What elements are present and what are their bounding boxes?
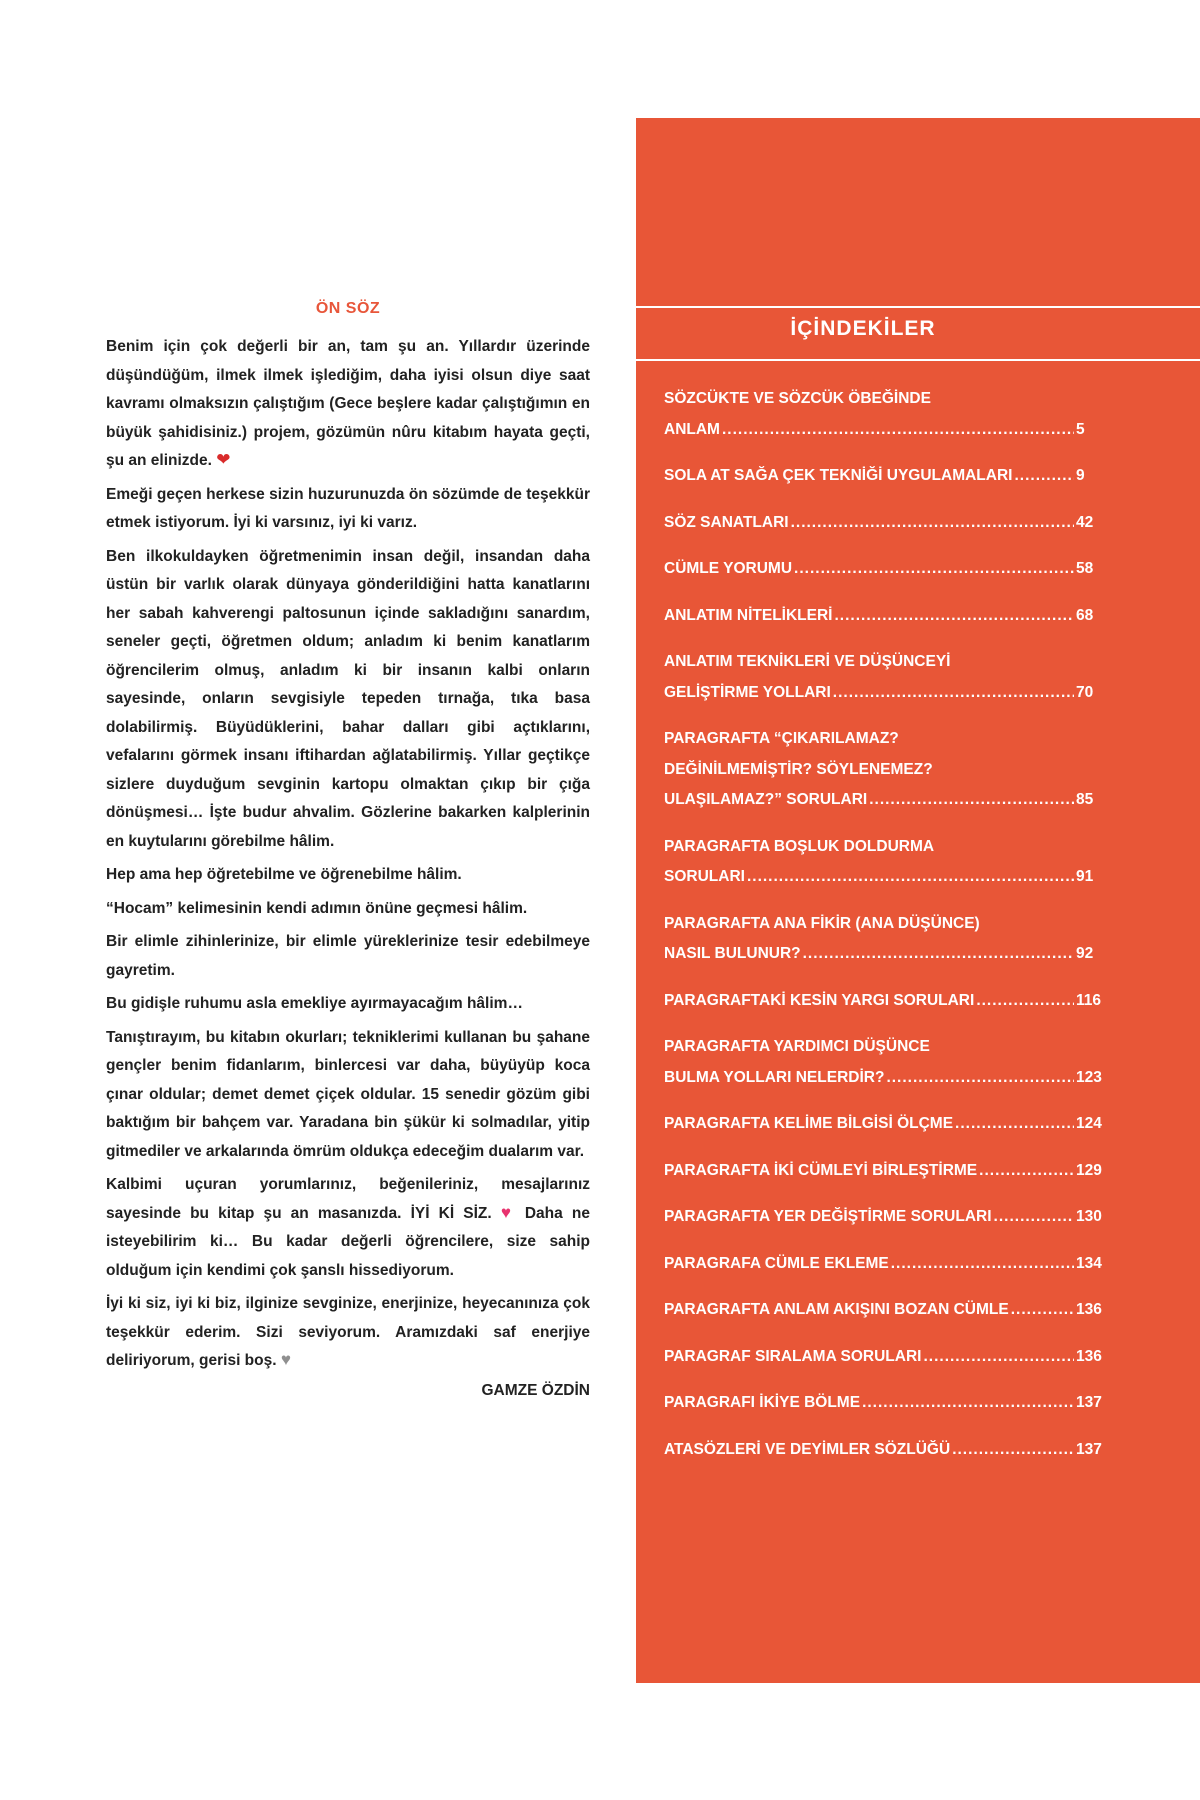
toc-dot-leader <box>869 785 1074 816</box>
toc-page-number: 58 <box>1076 560 1094 577</box>
toc-dot-leader <box>803 939 1074 970</box>
toc-entry-title: PARAGRAFTA “ÇIKARILAMAZ? <box>664 730 899 747</box>
toc-entry-line <box>664 909 1104 940</box>
preface-paragraph: Emeği geçen herkese sizin huzurunuzda ön sözümde de teşekkür etmek istiyorum. İyi ki varsınız, iyi ki varız. <box>106 485 590 531</box>
toc-page-number: 136 <box>1076 1301 1102 1318</box>
toc-dot-leader <box>794 554 1074 585</box>
toc-entry[interactable] <box>664 1249 1104 1280</box>
preface-paragraph <box>106 1290 590 1376</box>
toc-entry-line <box>664 862 1104 893</box>
toc-entry-line <box>664 647 1104 678</box>
toc-dot-leader <box>834 601 1074 632</box>
toc-entry-line <box>664 755 1104 786</box>
preface-paragraph: “Hocam” kelimesinin kendi adımın önüne geçmesi hâlim. <box>106 899 528 917</box>
toc-entry-title: NASIL BULUNUR? <box>664 945 801 962</box>
toc-entry-line <box>664 724 1104 755</box>
toc-page-number: 124 <box>1076 1115 1102 1132</box>
toc-page-number: 136 <box>1076 1347 1102 1365</box>
toc-dot-leader <box>891 1249 1074 1280</box>
toc-entry[interactable] <box>664 647 1104 708</box>
toc-entry-title: DEĞİNİLMEMİŞTİR? SÖYLENEMEZ? <box>664 760 933 778</box>
toc-entry-line <box>664 1342 1104 1373</box>
toc-entry-line <box>664 1295 1104 1326</box>
preface-paragraph-text: İyi ki siz, iyi ki biz, ilginize sevginize, enerjinize, heyecanınıza çok teşekkür ederim. Sizi seviyorum. Aramızdaki saf enerjiye deliriyorum, gerisi boş. <box>106 1295 590 1369</box>
toc-entry[interactable] <box>664 1342 1104 1373</box>
toc-page-number: 129 <box>1076 1161 1102 1179</box>
toc-entry[interactable] <box>664 832 1104 893</box>
toc-divider-bottom <box>636 359 1200 361</box>
toc-entry-title: BULMA YOLLARI NELERDİR? <box>664 1068 885 1086</box>
preface-paragraph-text: Daha ne isteyebilirim ki… Bu kadar değerli öğrencilere, size sahip olduğum için kendimi çok şanslı hissediyorum. <box>106 1204 590 1279</box>
toc-dot-leader <box>952 1435 1074 1466</box>
toc-page-number: 92 <box>1076 945 1094 962</box>
toc-entry-title: PARAGRAFTA BOŞLUK DOLDURMA <box>664 837 935 855</box>
preface-paragraph <box>106 333 590 476</box>
toc-dot-leader <box>791 508 1074 539</box>
toc-entry-title: PARAGRAFTA İKİ CÜMLEYİ BİRLEŞTİRME <box>664 1161 978 1179</box>
toc-entry-title: GELİŞTİRME YOLLARI <box>664 683 831 701</box>
toc-entry-title: SORULARI <box>664 868 745 885</box>
toc-page-number: 130 <box>1076 1208 1102 1225</box>
toc-entry-title: ANLATIM NİTELİKLERİ <box>664 606 833 624</box>
toc-page-number: 123 <box>1076 1068 1102 1086</box>
red-heart-icon: ❤ <box>216 450 231 469</box>
toc-dot-leader <box>747 862 1074 893</box>
toc-entry-title: ANLAM <box>664 420 720 438</box>
toc-entry[interactable] <box>664 554 1104 585</box>
toc-entry-line <box>664 1202 1104 1233</box>
toc-page-number: 137 <box>1076 1394 1102 1411</box>
toc-page-number: 134 <box>1076 1254 1102 1272</box>
toc-entry-title: PARAGRAFTA KELİME BİLGİSİ ÖLÇME <box>664 1115 954 1132</box>
toc-panel <box>636 118 1200 1683</box>
toc-entry-line <box>664 384 1104 415</box>
toc-entry[interactable] <box>664 461 1104 492</box>
toc-entry-title: PARAGRAFTA YARDIMCI DÜŞÜNCE <box>664 1038 930 1055</box>
toc-list <box>664 384 1104 1481</box>
toc-entry-line <box>664 1032 1104 1063</box>
toc-dot-leader <box>833 678 1074 709</box>
toc-entry[interactable] <box>664 724 1104 816</box>
preface-paragraph: Hep ama hep öğretebilme ve öğrenebilme hâlim. <box>106 866 462 883</box>
toc-page-number: 137 <box>1076 1440 1102 1458</box>
toc-dot-leader <box>1011 1295 1074 1326</box>
toc-dot-leader <box>886 1063 1074 1094</box>
toc-entry-line <box>664 1435 1104 1466</box>
toc-page-number: 91 <box>1076 868 1094 885</box>
toc-dot-leader <box>994 1202 1074 1233</box>
toc-entry-line <box>664 1388 1104 1419</box>
preface-paragraph: Ben ilkokuldayken öğretmenimin insan değil, insandan daha üstün bir varlık olarak dünyaya gönderildiğini hatta kanatlarını her sabah kahverengi paltosunun içinde sakladığını sanardım, seneler geçti, öğretmen oldum; anladım ki benim kanatlarım öğrencilerim olmuş, anladım ki bir insanın kalbi onların sayesinde, onların sevgisiyle tepeden tırnağa, tıka basa dolabilirmiş. Büyüdüklerini, bahar dalları gibi açtıklarını, vefalarını görmek insanı iftihardan ağlatabilirmiş. Yıllar geçtikçe sizlere duyduğum sevginin kartopu olmaktan çıkıp bir çığa dönüşmesi… İşte budur ahvalim. Gözlerine bakarken kalplerinin en kuytularını görebilme hâlim. <box>106 547 590 850</box>
toc-entry-line <box>664 1156 1104 1187</box>
toc-page-number: 70 <box>1076 683 1094 701</box>
toc-heading: İÇİNDEKİLER <box>790 317 936 340</box>
toc-entry-line <box>664 415 1104 446</box>
toc-entry[interactable] <box>664 1032 1104 1093</box>
preface-paragraph <box>106 1171 590 1285</box>
toc-entry-line <box>664 1109 1104 1140</box>
toc-entry-line <box>664 1063 1104 1094</box>
grey-heart-icon: ♥ <box>280 1350 291 1369</box>
toc-entry-title: PARAGRAFTA ANA FİKİR (ANA DÜŞÜNCE) <box>664 914 980 932</box>
toc-entry-title: PARAGRAF SIRALAMA SORULARI <box>664 1347 922 1365</box>
toc-dot-leader <box>955 1109 1074 1140</box>
toc-entry[interactable] <box>664 1435 1104 1466</box>
preface-paragraph: Bu gidişle ruhumu asla emekliye ayırmayacağım hâlim… <box>106 995 523 1012</box>
toc-page-number: 42 <box>1076 513 1094 531</box>
toc-entry-title: SOLA AT SAĞA ÇEK TEKNİĞİ UYGULAMALARI <box>664 467 1013 484</box>
pink-heart-icon: ♥ <box>500 1202 516 1222</box>
preface-paragraph-text: Kalbimi uçuran yorumlarınız, beğenileriniz, mesajlarınız sayesinde bu kitap şu an masanızda. <box>106 1176 590 1222</box>
toc-entry-line <box>664 461 1104 492</box>
preface-column <box>106 300 590 1400</box>
preface-signature: GAMZE ÖZDİN <box>481 1381 590 1399</box>
toc-entry-line <box>664 601 1104 632</box>
toc-entry-title: ANLATIM TEKNİKLERİ VE DÜŞÜNCEYİ <box>664 653 951 670</box>
toc-dot-leader <box>976 986 1074 1017</box>
toc-entry[interactable] <box>664 601 1104 632</box>
toc-dot-leader <box>979 1156 1074 1187</box>
toc-entry[interactable] <box>664 1202 1104 1233</box>
toc-entry[interactable] <box>664 1295 1104 1326</box>
toc-divider-top <box>636 306 1200 308</box>
toc-entry[interactable] <box>664 909 1104 970</box>
toc-dot-leader <box>862 1388 1074 1419</box>
toc-dot-leader <box>923 1342 1074 1373</box>
toc-entry-title: ATASÖZLERİ VE DEYİMLER SÖZLÜĞÜ <box>664 1440 951 1458</box>
toc-entry-title: PARAGRAFTA ANLAM AKIŞINI BOZAN CÜMLE <box>664 1301 1009 1318</box>
toc-entry-title: PARAGRAFA CÜMLE EKLEME <box>664 1254 889 1272</box>
toc-dot-leader <box>722 415 1074 446</box>
toc-page-number: 85 <box>1076 791 1094 808</box>
preface-paragraph: Bir elimle zihinlerinize, bir elimle yüreklerinize tesir edebilmeye gayretim. <box>106 933 590 979</box>
toc-page-number: 9 <box>1076 467 1085 484</box>
toc-page-number: 116 <box>1076 991 1102 1009</box>
preface-title: ÖN SÖZ <box>315 300 381 317</box>
toc-page-number: 5 <box>1076 420 1085 438</box>
toc-entry-title: PARAGRAFTA YER DEĞİŞTİRME SORULARI <box>664 1208 992 1225</box>
toc-entry[interactable] <box>664 508 1104 539</box>
toc-entry-title: CÜMLE YORUMU <box>664 560 793 577</box>
toc-page-number: 68 <box>1076 606 1094 624</box>
toc-entry-title: SÖZCÜKTE VE SÖZCÜK ÖBEĞİNDE <box>664 390 931 407</box>
toc-entry[interactable] <box>664 1156 1104 1187</box>
toc-entry-title: PARAGRAFI İKİYE BÖLME <box>664 1394 861 1411</box>
toc-entry-line <box>664 939 1104 970</box>
toc-entry-title: SÖZ SANATLARI <box>664 513 789 531</box>
toc-entry-line <box>664 1249 1104 1280</box>
preface-emphasis: İYİ Kİ SİZ. <box>410 1204 492 1222</box>
toc-entry-line <box>664 785 1104 816</box>
toc-entry-title: ULAŞILAMAZ?” SORULARI <box>664 791 868 808</box>
toc-entry-line <box>664 554 1104 585</box>
toc-dot-leader <box>1014 461 1074 492</box>
toc-entry-line <box>664 832 1104 863</box>
toc-entry-title: PARAGRAFTAKİ KESİN YARGI SORULARI <box>664 991 975 1009</box>
preface-paragraph: Tanıştırayım, bu kitabın okurları; tekniklerimi kullanan bu şahane gençler benim fidanlarım, binlercesi var daha, büyüyüp koca çınar oldular; demet demet çiçek oldular. 15 senedir gözüm gibi baktığım bir bahçem var. Yaradana bin şükür ki solmadılar, yitip gitmediler ve arkalarında ömrüm oldukça edeceğim dualarım var. <box>106 1028 590 1160</box>
toc-entry-line <box>664 986 1104 1017</box>
toc-entry-line <box>664 678 1104 709</box>
toc-entry[interactable] <box>664 986 1104 1017</box>
toc-entry[interactable] <box>664 1388 1104 1419</box>
toc-entry[interactable] <box>664 384 1104 445</box>
toc-entry[interactable] <box>664 1109 1104 1140</box>
preface-paragraph-text: Benim için çok değerli bir an, tam şu an. Yıllardır üzerinde düşündüğüm, ilmek ilmek işlediğim, daha iyisi olsun diye saat kavramı olmaksızın çalıştığım (Gece beşlere kadar çalıştığımın en büyük şahidisiniz.) projem, gözümün nûru kitabım hayata geçti, şu an elinizde. <box>106 338 590 469</box>
toc-entry-line <box>664 508 1104 539</box>
